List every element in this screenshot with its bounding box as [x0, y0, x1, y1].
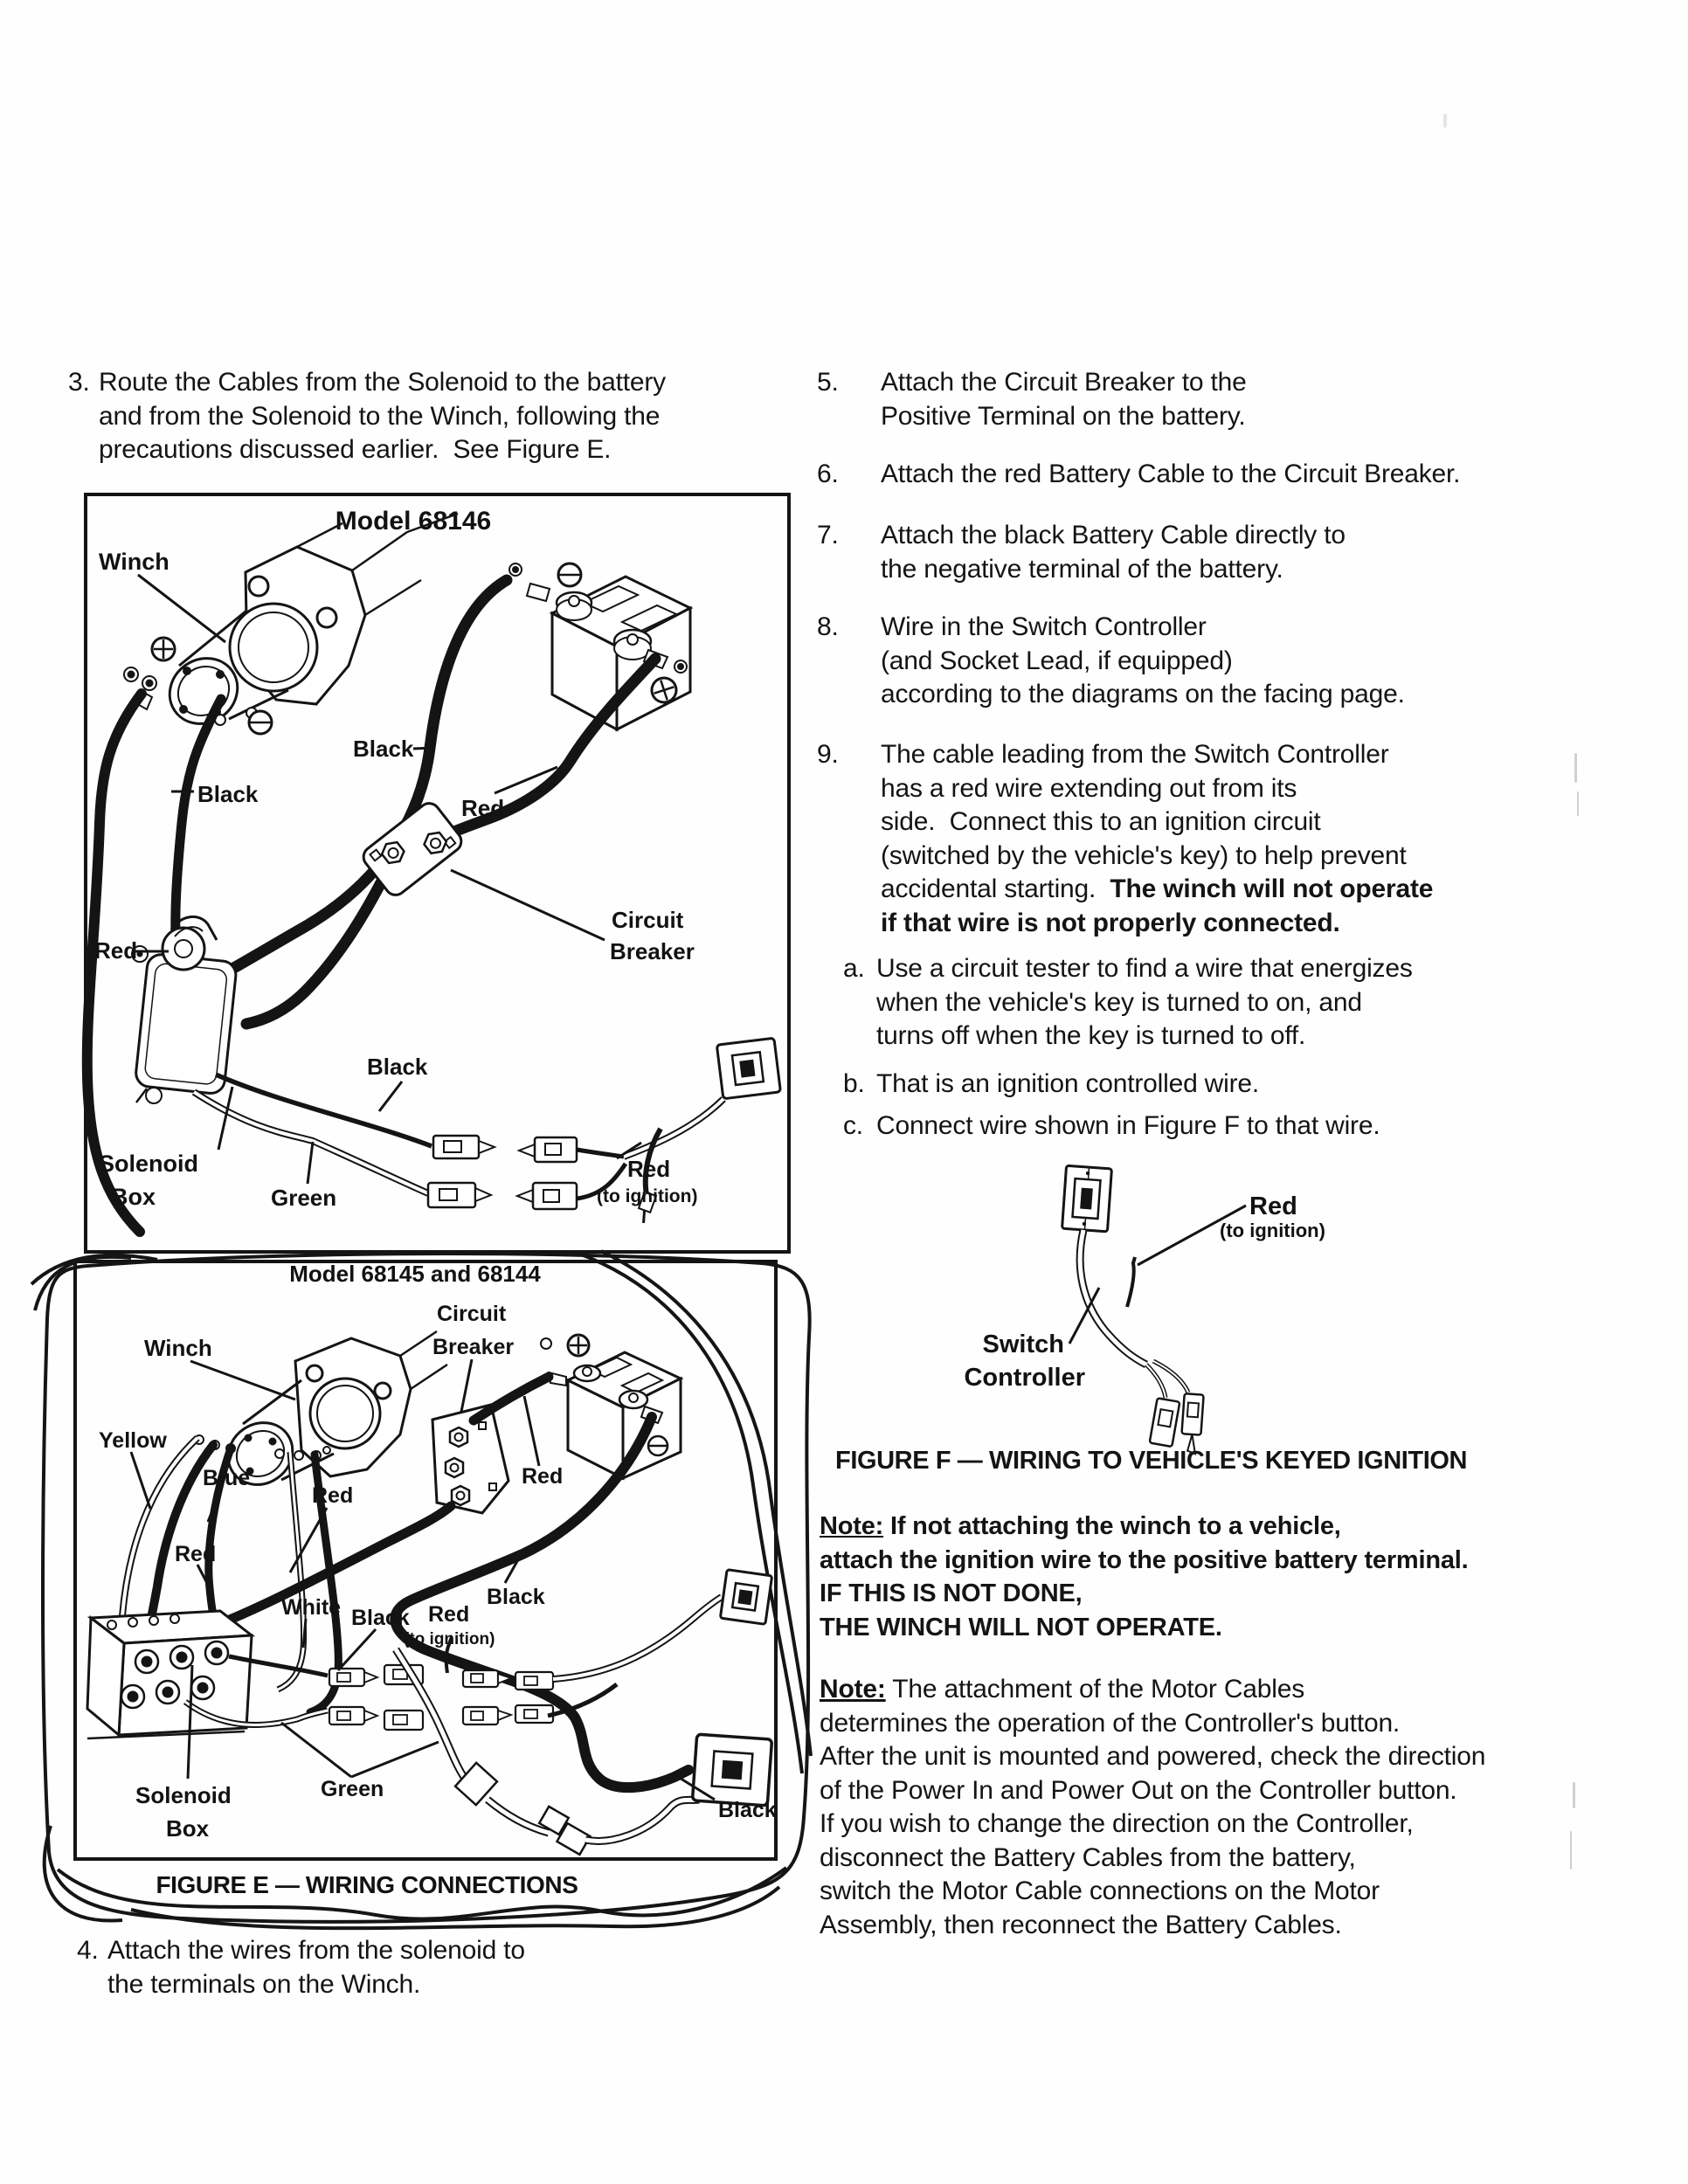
connector-plug [519, 1137, 577, 1162]
figure-e-model-68145-68144 [24, 1241, 839, 1939]
figure-e-model-68146 [83, 492, 792, 1255]
note-1-line: If not attaching the winch to a vehicle, [883, 1512, 1341, 1540]
switch-toggle-icon [1080, 1188, 1093, 1210]
negative-terminal-icon [648, 1436, 668, 1455]
solenoid-box-label: Solenoid [135, 1782, 232, 1808]
connector-plug [517, 1183, 577, 1209]
scan-artifact [1570, 1831, 1572, 1870]
negative-terminal-icon [249, 711, 272, 734]
black-cable-label: Black [718, 1798, 777, 1822]
note-2-line: After the unit is mounted and powered, check the direction [820, 1742, 1486, 1771]
blue-wire-label: Blue [203, 1466, 251, 1490]
figure-e-caption: FIGURE E — WIRING CONNECTIONS [156, 1871, 578, 1898]
step-9-line: has a red wire extending out from its [881, 773, 1297, 803]
note-2-line: If you wish to change the direction on the Controller, [820, 1809, 1414, 1838]
negative-terminal-icon [558, 563, 581, 586]
positive-terminal-icon [568, 1335, 589, 1356]
black-cable-label: Black [353, 736, 414, 762]
solenoid-box-label: Box [166, 1815, 210, 1842]
step-9a-line: turns off when the key is turned to off. [876, 1021, 1306, 1050]
red-ignition-label: Red [428, 1602, 470, 1627]
step-9-line: (switched by the vehicle's key) to help prevent [881, 840, 1407, 870]
red-wire-label: Red [312, 1483, 354, 1508]
step-3-number: 3. [68, 368, 90, 397]
to-ignition-label: (to ignition) [404, 1630, 495, 1648]
step-4 [77, 1934, 688, 2001]
step-9c [843, 1109, 1656, 1144]
note-1-line: IF THIS IS NOT DONE, [820, 1579, 1083, 1607]
note-2 [820, 1673, 1676, 1942]
step-6 [817, 458, 1656, 492]
step-9b [843, 1068, 1656, 1102]
note-label: Note: [820, 1675, 886, 1704]
switch-controller-drawing [1062, 1165, 1112, 1231]
step-6-number: 6. [817, 460, 839, 488]
note-2-line: switch the Motor Cable connections on the Motor [820, 1876, 1380, 1905]
lead-wire [577, 1150, 624, 1157]
winch-label: Winch [99, 549, 169, 575]
note-2-line: determines the operation of the Controller's button. [820, 1708, 1401, 1738]
step-3-line: precautions discussed earlier. See Figure E. [99, 435, 612, 464]
connector-plug [1180, 1393, 1204, 1454]
step-9c-letter: c. [843, 1111, 863, 1140]
scan-artifact [1574, 753, 1577, 783]
circuit-breaker-label: Breaker [432, 1335, 515, 1359]
note-1-line: attach the ignition wire to the positive battery terminal. [820, 1545, 1469, 1574]
step-5-number: 5. [817, 368, 839, 397]
step-9a-letter: a. [843, 954, 865, 983]
to-ignition-label: (to ignition) [597, 1186, 698, 1206]
green-wire-label: Green [321, 1777, 384, 1801]
cable-lug [527, 584, 550, 601]
black-wire-label: Black [351, 1606, 410, 1630]
circuit-breaker-label: Circuit [437, 1302, 507, 1326]
model-68145-68144-title: Model 68145 and 68144 [289, 1261, 541, 1287]
red-ignition-wire [1127, 1257, 1135, 1307]
controller-label: Controller [964, 1364, 1085, 1392]
step-4-line: the terminals on the Winch. [107, 1969, 421, 1999]
scan-artifact [1443, 114, 1447, 128]
battery-cable-red [474, 1377, 549, 1420]
step-8-line: Wire in the Switch Controller [881, 612, 1207, 641]
red-wire-label: Red [1249, 1192, 1297, 1220]
step-8-line: (and Socket Lead, if equipped) [881, 646, 1233, 675]
step-9-number: 9. [817, 740, 839, 769]
winch-label: Winch [144, 1335, 212, 1361]
step-3-line: Route the Cables from the Solenoid to the battery [99, 368, 666, 397]
controller-lead-wire [1146, 1365, 1166, 1398]
step-5 [817, 366, 1603, 433]
step-9-text: accidental starting. [881, 874, 1110, 903]
step-5-line: Attach the Circuit Breaker to the [881, 368, 1247, 397]
white-wire-label: White [281, 1595, 342, 1620]
step-7 [817, 519, 1603, 586]
step-4-number: 4. [77, 1936, 99, 1965]
black-cable-label: Black [197, 781, 259, 807]
red-wire-label: Red [175, 1542, 217, 1566]
connector-plug [428, 1183, 491, 1207]
motor-cable-red [176, 699, 221, 954]
ignition-switch-drawing [716, 1038, 780, 1099]
figure-f-caption: FIGURE F — WIRING TO VEHICLE'S KEYED IGNITION [835, 1447, 1468, 1475]
winch-drawing [124, 514, 458, 736]
solenoid-box-label: Solenoid [99, 1151, 198, 1177]
circuit-breaker-label: Circuit [612, 907, 684, 933]
circuit-breaker-label: Breaker [610, 938, 695, 964]
positive-terminal-icon [152, 638, 175, 660]
step-7-line: the negative terminal of the battery. [881, 554, 1283, 584]
bolt-icon [541, 1338, 551, 1349]
figure-f-diagram [944, 1158, 1433, 1455]
green-wire-label: Green [271, 1185, 337, 1211]
controller-cable-sheath [1080, 1230, 1146, 1365]
black-cable-label: Black [487, 1585, 545, 1609]
step-5-line: Positive Terminal on the battery. [881, 401, 1246, 431]
step-9-line: side. Connect this to an ignition circuit [881, 807, 1321, 836]
solenoid-box-label: Box [111, 1184, 156, 1210]
note-2-line: disconnect the Battery Cables from the battery, [820, 1842, 1356, 1872]
socket-connector-drawing [692, 1734, 771, 1806]
controller-cable-sheath [624, 1099, 723, 1157]
step-9b-line: That is an ignition controlled wire. [876, 1069, 1260, 1098]
ignition-switch-drawing [720, 1570, 771, 1625]
to-ignition-label: (to ignition) [1220, 1220, 1325, 1241]
step-3 [68, 366, 767, 467]
step-9-line: The cable leading from the Switch Controller [881, 740, 1389, 769]
step-8 [817, 611, 1603, 712]
step-9a-line: Use a circuit tester to find a wire that energizes [876, 954, 1413, 983]
step-9 [817, 738, 1656, 940]
step-3-line: and from the Solenoid to the Winch, following the [99, 401, 661, 431]
yellow-wire-label: Yellow [99, 1428, 167, 1453]
step-9b-letter: b. [843, 1069, 865, 1098]
scan-artifact [1573, 1782, 1575, 1808]
step-9-warning-text: if that wire is not properly connected. [881, 908, 1340, 937]
step-9-warning-text: The winch will not operate [1110, 874, 1434, 903]
step-4-line: Attach the wires from the solenoid to [107, 1936, 525, 1965]
connector-plug [433, 1136, 495, 1158]
model-68146-title: Model 68146 [335, 507, 492, 536]
step-6-line: Attach the red Battery Cable to the Circuit Breaker. [881, 460, 1461, 488]
connector-plug [1150, 1398, 1180, 1447]
step-8-line: according to the diagrams on the facing page. [881, 680, 1405, 708]
note-2-line: Assembly, then reconnect the Battery Cables. [820, 1910, 1342, 1939]
controller-cable-sheath [585, 1800, 699, 1841]
note-1-line: THE WINCH WILL NOT OPERATE. [820, 1613, 1222, 1641]
battery-drawing [509, 563, 690, 729]
switch-label: Switch [982, 1330, 1064, 1358]
note-2-line: The attachment of the Motor Cables [885, 1675, 1305, 1704]
red-cable-label: Red [461, 795, 505, 821]
step-9a-line: when the vehicle's key is turned to on, and [876, 987, 1362, 1017]
battery-drawing [549, 1352, 681, 1478]
note-label: Note: [820, 1512, 884, 1540]
black-wire-label: Black [367, 1054, 428, 1080]
note-1 [820, 1510, 1658, 1644]
step-7-number: 7. [817, 521, 839, 549]
scan-artifact [1577, 791, 1579, 816]
red-ignition-label: Red [627, 1156, 671, 1182]
step-8-number: 8. [817, 612, 839, 641]
step-9a [843, 952, 1656, 1054]
controller-cable-sheath [553, 1597, 722, 1679]
connector-plug [329, 1665, 553, 1730]
note-2-line: of the Power In and Power Out on the Controller button. [820, 1775, 1457, 1805]
red-cable-label: Red [522, 1464, 564, 1489]
step-9c-line: Connect wire shown in Figure F to that wire. [876, 1111, 1380, 1140]
step-9-line [881, 873, 1656, 907]
red-cable-label: Red [94, 937, 138, 964]
step-7-line: Attach the black Battery Cable directly to [881, 521, 1346, 549]
